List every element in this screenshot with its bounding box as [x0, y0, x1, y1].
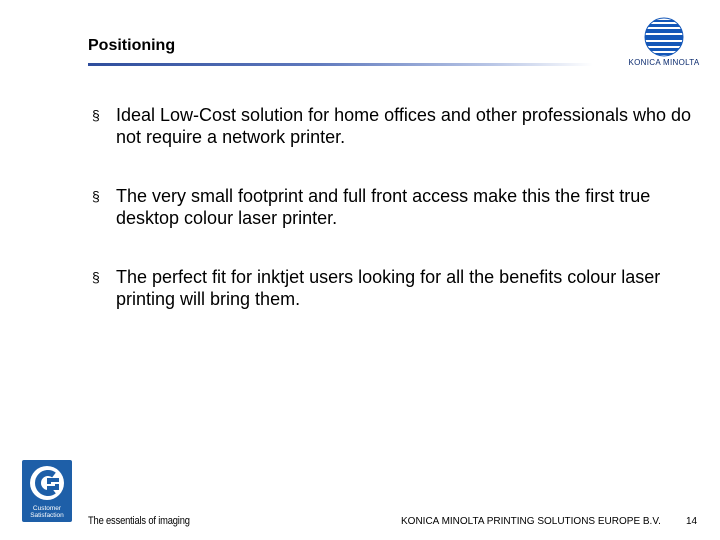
bullet-marker: § [92, 188, 100, 204]
customer-satisfaction-logo [22, 460, 72, 522]
bullet-text: The very small footprint and full front access make this the first true desktop colour laser printer. [116, 186, 651, 228]
cs-emblem-icon [27, 464, 67, 502]
bullet-item [92, 185, 702, 229]
bullet-text: The perfect fit for inktjet users looking for all the benefits colour laser printing will bring them. [116, 267, 661, 309]
bullet-item [92, 104, 702, 148]
konica-minolta-logo [628, 17, 700, 69]
page-number: 14 [686, 516, 698, 527]
title-underline [88, 63, 593, 66]
globe-icon [644, 17, 684, 57]
bullet-list [92, 104, 702, 347]
bullet-marker: § [92, 269, 100, 285]
footer-company: KONICA MINOLTA PRINTING SOLUTIONS EUROPE B.V. [401, 516, 661, 527]
slide-title: Positioning [88, 37, 176, 54]
bullet-text: Ideal Low-Cost solution for home offices and other professionals who do not require a network printer. [116, 105, 691, 147]
bullet-marker: § [92, 107, 100, 123]
brand-tagline: The essentials of imaging [88, 515, 190, 527]
cs-logo-text: Customer Satisfaction [30, 505, 64, 519]
bullet-item [92, 266, 702, 310]
logo-wordmark: KONICA MINOLTA [628, 58, 700, 67]
